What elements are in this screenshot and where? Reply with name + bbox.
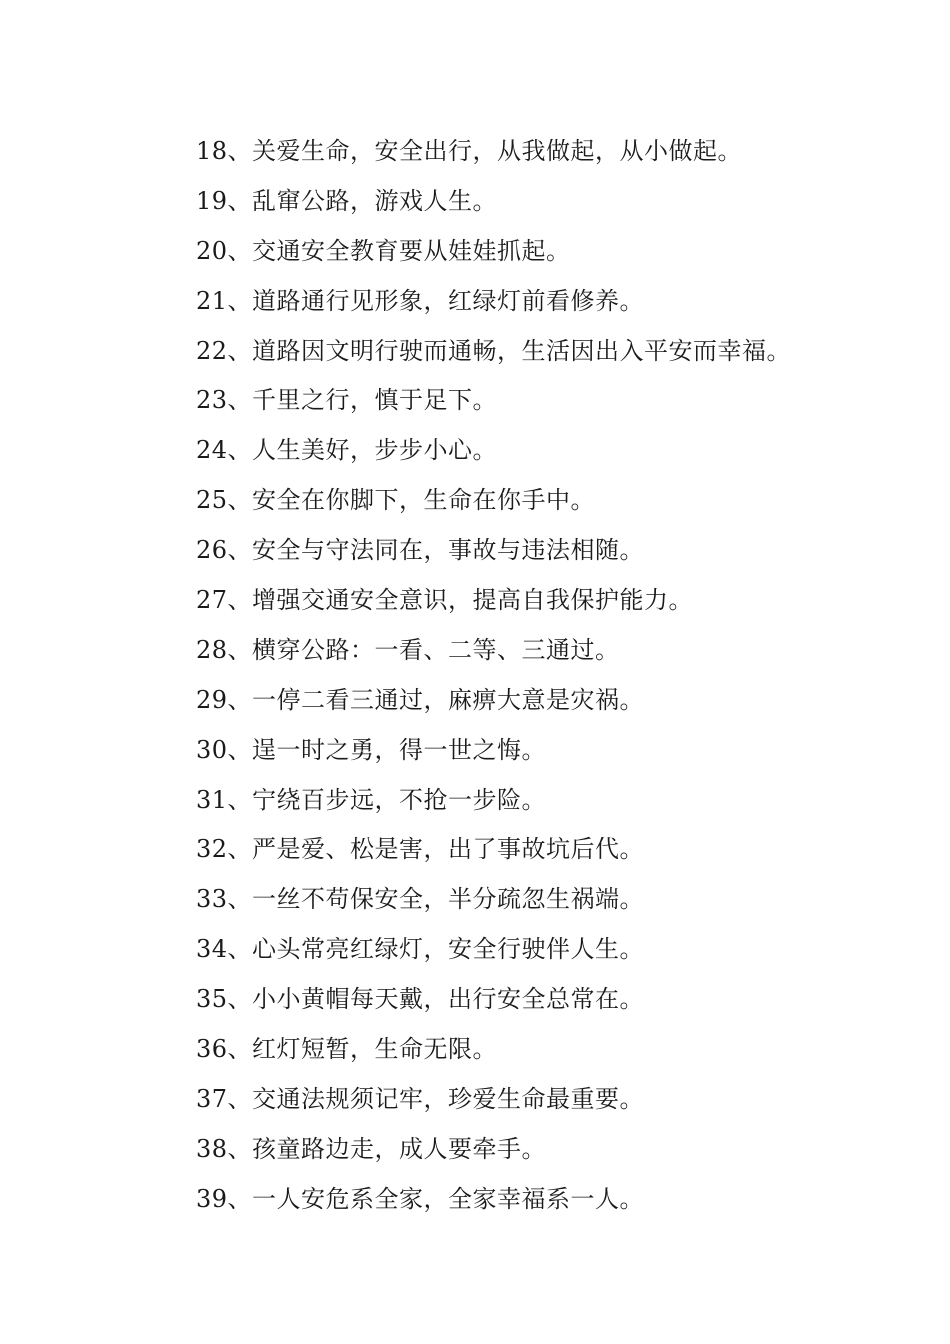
slogan-line: 39、一人安危系全家，全家幸福系一人。 (196, 1184, 645, 1213)
slogan-list (196, 132, 791, 1230)
slogan-line: 21、道路通行见形象，红绿灯前看修养。 (196, 286, 645, 315)
slogan-line: 26、安全与守法同在，事故与违法相随。 (196, 536, 645, 565)
slogan-line: 24、人生美好，步步小心。 (196, 436, 498, 465)
slogan-line: 31、宁绕百步远，不抢一步险。 (196, 785, 547, 814)
slogan-line: 34、心头常亮红绿灯，安全行驶伴人生。 (196, 935, 645, 964)
slogan-line: 27、增强交通安全意识，提高自我保护能力。 (196, 586, 694, 615)
slogan-line: 37、交通法规须记牢，珍爱生命最重要。 (196, 1084, 645, 1113)
slogan-line: 36、红灯短暂，生命无限。 (196, 1035, 498, 1064)
slogan-line: 28、横穿公路：一看、二等、三通过。 (196, 635, 620, 664)
slogan-line: 22、道路因文明行驶而通畅，生活因出入平安而幸福。 (196, 336, 792, 365)
slogan-line: 35、小小黄帽每天戴，出行安全总常在。 (196, 985, 645, 1014)
slogan-line: 32、严是爱、松是害，出了事故坑后代。 (196, 835, 645, 864)
slogan-line: 30、逞一时之勇，得一世之悔。 (196, 735, 547, 764)
slogan-line: 23、千里之行，慎于足下。 (196, 386, 498, 415)
slogan-line: 38、孩童路边走，成人要牵手。 (196, 1134, 547, 1163)
slogan-line: 29、一停二看三通过，麻痹大意是灾祸。 (196, 685, 645, 714)
slogan-line: 18、关爱生命，安全出行，从我做起，从小做起。 (196, 137, 743, 165)
slogan-line: 33、一丝不苟保安全，半分疏忽生祸端。 (196, 885, 645, 914)
slogan-line: 25、安全在你脚下，生命在你手中。 (196, 486, 596, 515)
slogan-line: 20、交通安全教育要从娃娃抓起。 (196, 236, 571, 265)
slogan-line: 19、乱窜公路，游戏人生。 (196, 186, 498, 215)
